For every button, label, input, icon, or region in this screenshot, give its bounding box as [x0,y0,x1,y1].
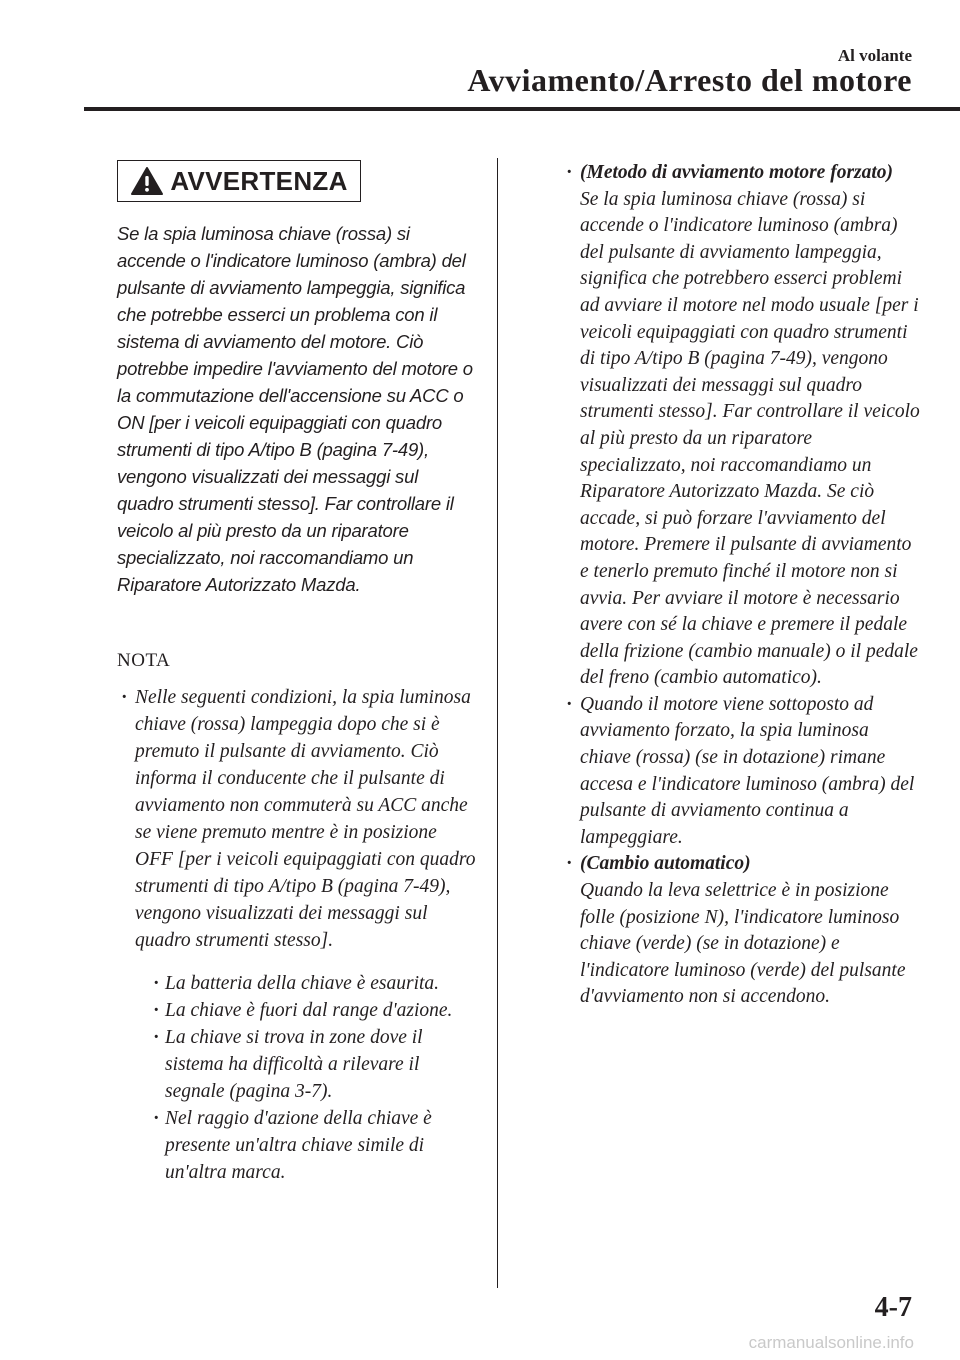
warning-triangle-icon [130,166,164,196]
condition-list [149,970,479,1186]
automatic-transmission-heading: (Cambio automatico) [580,853,751,875]
column-divider [497,158,498,1288]
automatic-transmission-item [562,851,922,1011]
right-column-list [562,160,922,1011]
forced-start-text: Se la spia luminosa chiave (rossa) si accende o l'indicatore luminoso (ambra) del pulsante di avviamento lampeggia, significa che potrebbero esserci problemi ad avviare il motore nel modo usuale [per i veicoli equipaggiati con quadro strumenti di tipo A/tipo B (pagina 7-49), vengono visualizzati dei messaggi sul quadro strumenti stesso]. Far controllare il veicolo al più presto da un riparatore specializzato, noi raccomandiamo un Riparatore Autorizzato Mazda. Se ciò accade, si può forzare l'avviamento del motore. Premere il pulsante di avviamento e tenerlo premuto finché il motore non si avvia. Per avviare il motore è necessario avere con sé la chiave e premere il pedale della frizione (cambio manuale) o il pedale del freno (cambio automatico). [580,188,920,689]
watermark: carmanualsonline.info [748,1333,914,1352]
forced-start-status-item [562,692,922,852]
note-item [117,684,479,1186]
automatic-transmission-text: Quando la leva selettrice è in posizione folle (posizione N), l'indicatore luminoso chiave (verde) (se in dotazione) e l'indicatore luminoso (verde) del pulsante d'avviamento non si accendono. [580,880,906,1008]
forced-start-item [562,160,922,692]
note-list [117,684,479,1186]
section-label: Al volante [837,46,912,65]
condition-item: · La batteria della chiave è esaurita. [149,970,479,997]
warning-text: Se la spia luminosa chiave (rossa) si accende o l'indicatore luminoso (ambra) del pulsante di avviamento lampeggia, significa che potrebbe esserci un problema con il sistema di avviamento del motore. Ciò potrebbe impedire l'avviamento del motore o la commutazione dell'accensione su ACC o ON [per i veicoli equipaggiati con quadro strumenti di tipo A/tipo B (pagina 7-49), vengono visualizzati dei messaggi sul quadro strumenti stesso]. Far controllare il veicolo al più presto da un riparatore specializzato, noi raccomandiamo un Riparatore Autorizzato Mazda. [117,223,473,595]
page-number: 4-7 [874,1292,912,1323]
condition-item: · La chiave si trova in zone dove il sistema ha difficoltà a rilevare il segnale (pagina 3-7). [149,1024,479,1105]
note-label: NOTA [117,650,171,671]
header-rule [84,107,960,111]
condition-item: · Nel raggio d'azione della chiave è presente un'altra chiave simile di un'altra marca. [149,1105,479,1186]
warning-title: AVVERTENZA [170,165,348,196]
forced-start-heading: (Metodo di avviamento motore forzato) [580,162,894,183]
forced-start-status-text: Quando il motore viene sottoposto ad avviamento forzato, la spia luminosa chiave (rossa) (se in dotazione) rimane accesa e l'indicatore luminoso (ambra) del pulsante di avviamento continua a lampeggiare. [580,693,915,848]
chapter-title: Avviamento/Arresto del motore [467,62,912,98]
warning-header-box [117,160,361,202]
condition-item: · La chiave è fuori dal range d'azione. [149,997,479,1024]
note-item-text: Nelle seguenti condizioni, la spia luminosa chiave (rossa) lampeggia dopo che si è premuto il pulsante di avviamento. Ciò informa il conducente che il pulsante di avviamento non commuterà su ACC anche se viene premuto mentre è in posizione OFF [per i veicoli equipaggiati con quadro strumenti di tipo A/tipo B (pagina 7-49), vengono visualizzati dei messaggi sul quadro strumenti stesso]. [135,687,476,951]
